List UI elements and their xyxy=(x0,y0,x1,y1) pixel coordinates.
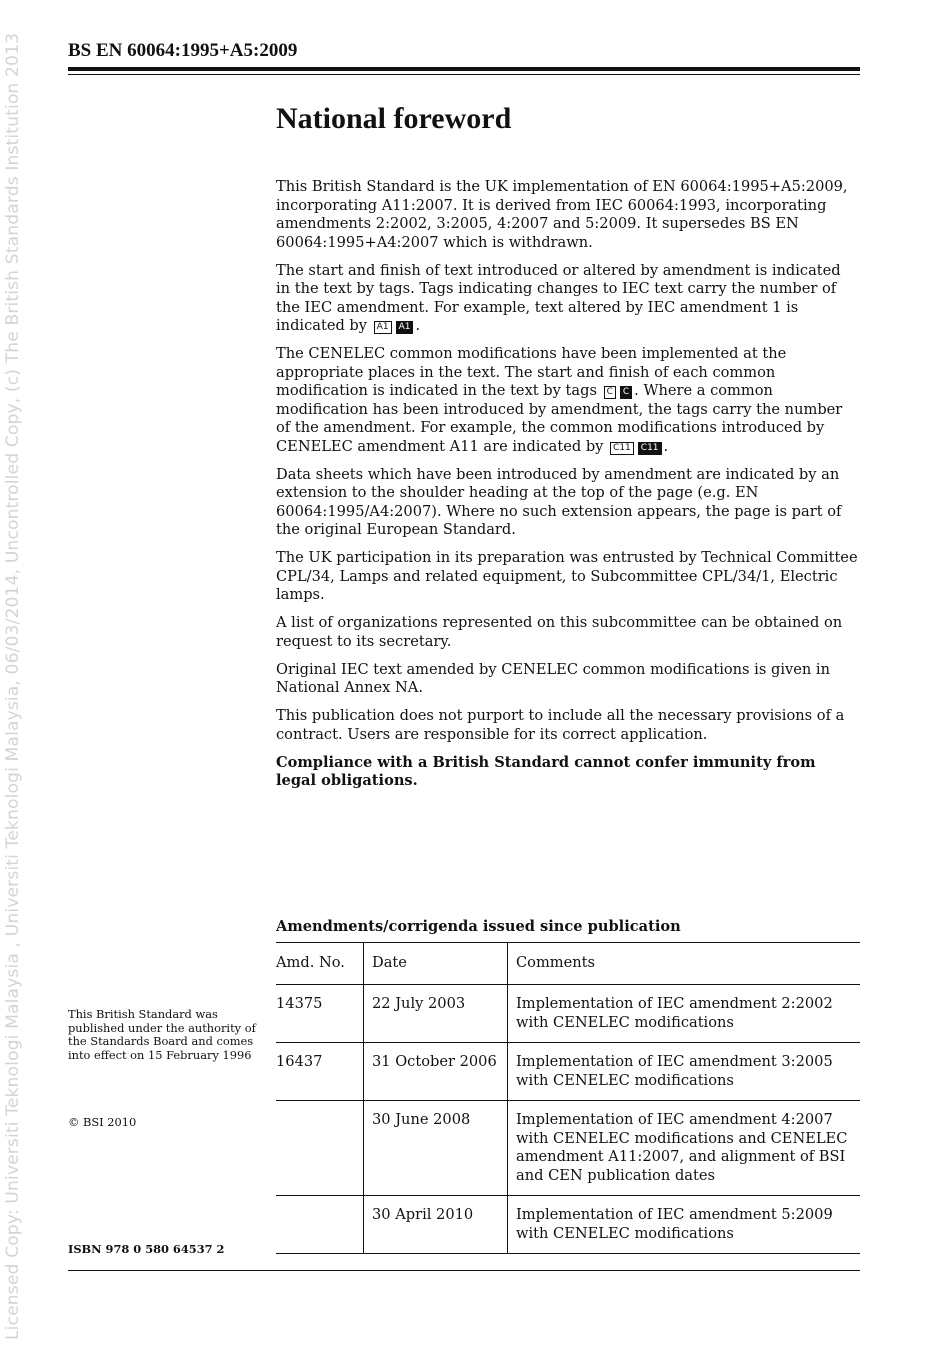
column-header-comments: Comments xyxy=(516,954,596,971)
paragraph-organizations: A list of organizations represented on this subcommittee can be obtained on request to its secretary. xyxy=(276,614,843,650)
page-title: National foreword xyxy=(276,102,512,135)
cell-amd-no: 16437 xyxy=(276,1043,364,1101)
amendments-title: Amendments/corrigenda issued since publication xyxy=(276,918,681,935)
paragraph-uk-participation: The UK participation in its preparation was entrusted by Technical Committee CPL/34, Lamps and related equipment, to Subcommittee CPL/34/1, Electric lamps. xyxy=(276,549,858,603)
paragraph-text: The CENELEC common modifications have been implemented at the appropriate places in the text. The start and finish of each common modification is indicated in the text by tags xyxy=(276,345,787,399)
column-header-date: Date xyxy=(364,943,508,985)
foreword-body xyxy=(276,178,858,800)
cell-amd-no xyxy=(276,1196,364,1254)
isbn: ISBN 978 0 580 64537 2 xyxy=(68,1242,225,1256)
table-row xyxy=(276,985,860,1043)
tag-a1-open: A1 xyxy=(374,321,392,334)
paragraph-text: . xyxy=(663,437,669,455)
paragraph-text: . xyxy=(415,317,421,334)
cell-amd-no: 14375 xyxy=(276,985,364,1043)
table-row xyxy=(276,1196,860,1254)
cell-date: 30 April 2010 xyxy=(364,1196,508,1254)
paragraph-contract: This publication does not purport to include all the necessary provisions of a contract. Users are responsible for its correct application. xyxy=(276,707,845,743)
column-header-amd-no: Amd. No. xyxy=(276,943,364,985)
copyright-notice: © BSI 2010 xyxy=(68,1115,137,1129)
cell-comments: Implementation of IEC amendment 4:2007 with CENELEC modifications and CENELEC amendment A11:2007, and alignment of BSI and CEN publication dates xyxy=(516,1111,848,1184)
cell-date: 22 July 2003 xyxy=(364,985,508,1043)
cell-comments: Implementation of IEC amendment 3:2005 with CENELEC modifications xyxy=(516,1053,833,1089)
cell-date: 30 June 2008 xyxy=(364,1101,508,1196)
paragraph-amendment-tags xyxy=(276,262,858,336)
table-row xyxy=(276,1101,860,1196)
amendments-table xyxy=(276,942,860,1254)
paragraph-data-sheets: Data sheets which have been introduced by amendment are indicated by an extension to the shoulder heading at the top of the page (e.g. EN 60064:1995/A4:2007). Where no such extension appears, the page is part of the original European Standard. xyxy=(276,465,842,538)
table-header-row xyxy=(276,943,860,985)
table-row xyxy=(276,1043,860,1101)
tag-a1-close: A1 xyxy=(396,321,414,334)
cell-amd-no xyxy=(276,1101,364,1196)
paragraph-text: The start and finish of text introduced or altered by amendment is indicated in the text by tags. Tags indicating changes to IEC text carry the number of the IEC amendment. For example, text altered by IEC amendment 1 is indicated by xyxy=(276,261,841,334)
tag-c11-close: C11 xyxy=(638,442,662,455)
tag-c11-open: C11 xyxy=(610,442,634,455)
paragraph-cenelec-modifications xyxy=(276,345,858,456)
cell-comments: Implementation of IEC amendment 5:2009 with CENELEC modifications xyxy=(516,1206,833,1242)
standard-reference: BS EN 60064:1995+A5:2009 xyxy=(68,40,298,61)
tag-c-close: C xyxy=(620,386,632,399)
cell-comments: Implementation of IEC amendment 2:2002 with CENELEC modifications xyxy=(516,995,833,1031)
paragraph-implementation: This British Standard is the UK implementation of EN 60064:1995+A5:2009, incorporating A11:2007. It is derived from IEC 60064:1993, incorporating amendments 2:2002, 3:2005, 4:2007 and 5:2009. It supersedes BS EN 60064:1995+A4:2007 which is withdrawn. xyxy=(276,178,848,251)
tag-c-open: C xyxy=(604,386,616,399)
header-rule-thin xyxy=(68,74,860,75)
cell-date: 31 October 2006 xyxy=(364,1043,508,1101)
header-rule-thick xyxy=(68,67,860,71)
paragraph-text: . Where a common modification has been introduced by amendment, the tags carry the number of the amendment. For example, the common modifications introduced by CENELEC amendment A11 are indicated by xyxy=(276,382,843,455)
footer-rule xyxy=(68,1270,860,1271)
paragraph-national-annex: Original IEC text amended by CENELEC common modifications is given in National Annex NA. xyxy=(276,660,830,696)
paragraph-compliance: Compliance with a British Standard cannot confer immunity from legal obligations. xyxy=(276,753,816,789)
license-watermark: Licensed Copy: Universiti Teknologi Malaysia , Universiti Teknologi Malaysia, 06/03/2014, Uncontrolled Copy, (c) The British Standards Institution 2013 xyxy=(3,32,23,1340)
publication-note: This British Standard was published under the authority of the Standards Board and comes into effect on 15 February 1996 xyxy=(68,1007,256,1062)
